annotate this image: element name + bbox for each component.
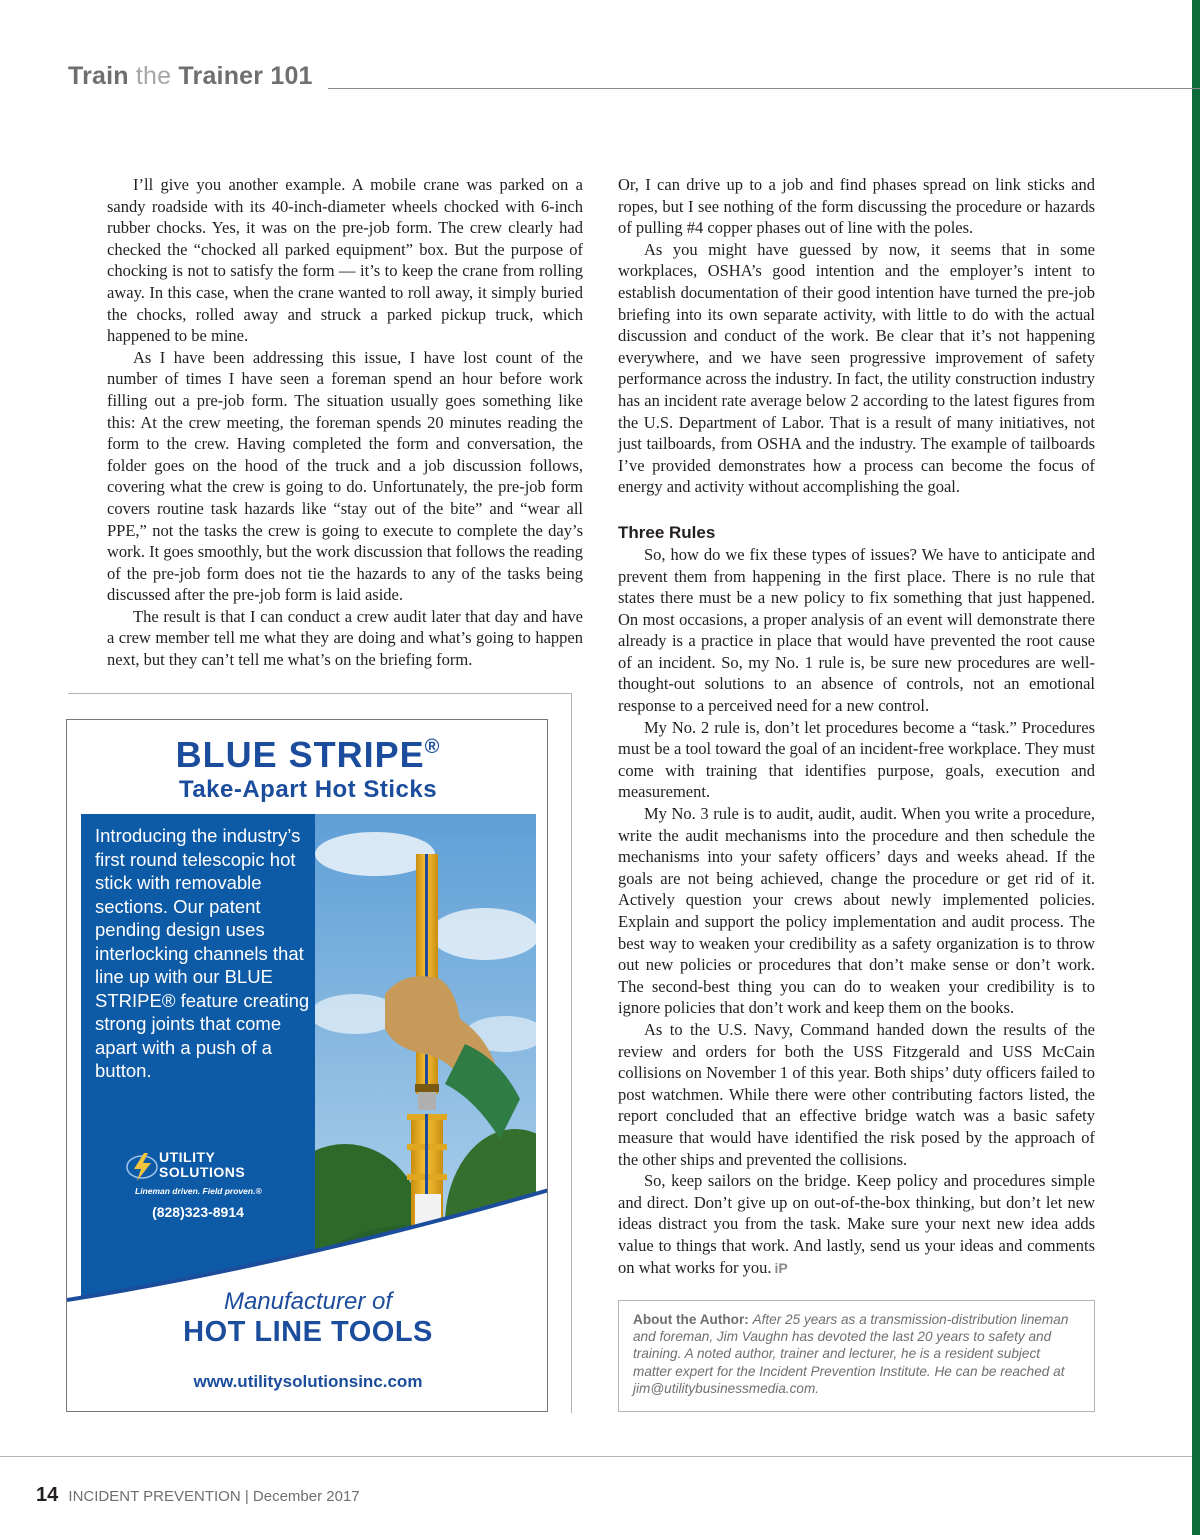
paragraph bbox=[618, 1170, 1095, 1279]
end-mark: iP bbox=[774, 1259, 788, 1276]
section-title: Train the Trainer 101 bbox=[68, 62, 313, 90]
advertisement[interactable] bbox=[66, 719, 548, 1412]
ad-tools-headline: HOT LINE TOOLS bbox=[183, 1316, 433, 1348]
paragraph: As to the U.S. Navy, Command handed down the results of the review and orders for both the USS Fitzgerald and USS McCain collisions on November 1 of this year. Both ships’ duty officers failed to post watchmen. While there were other contributing factors listed, the report concluded that an effective bridge watch was a basic safety measure that would have identified the risk posed by the approach of the other ships and prevented the collisions. bbox=[618, 1019, 1095, 1169]
author-bio: After 25 years as a transmission-distribution lineman and foreman, Jim Vaughn has devoted the last 20 years to safety and training. A noted author, trainer and lecturer, he is a resident subject matter expert for the Incident Prevention Institute. He can be reached at jim@utilitybusinessmedia.com. bbox=[633, 1312, 1069, 1396]
footer-rule bbox=[0, 1456, 1192, 1457]
logo-wordmark: UTILITY SOLUTIONS bbox=[159, 1149, 246, 1180]
paragraph: As I have been addressing this issue, I have lost count of the number of times I have seen a foreman spend an hour before work filling out a pre-job form. The situation usually goes something like this: At the crew meeting, the foreman spends 20 minutes reading the form to the crew. Having completed the form and conversation, the folder goes on the hood of the truck and a job discussion follows, covering what the crew is going to do. Unfortunately, the pre-job form covers routine task hazards like “stay out of the bite” and “wear all PPE,” not the tasks the crew is going to execute to complete the day’s work. It goes smoothly, but the work discussion that follows the reading of the pre-job form does not tie the hazards to any of the tasks being discussed after the pre-job form is laid aside. bbox=[107, 347, 583, 605]
paragraph: Or, I can drive up to a job and find phases spread on link sticks and ropes, but I see nothing of the form discussing the procedure or hazards of pulling #4 copper phases out of line with the poles. bbox=[618, 175, 1095, 238]
page-number: 14 bbox=[36, 1484, 59, 1506]
section-header bbox=[68, 62, 1200, 92]
article-left-column bbox=[107, 174, 583, 671]
final-paragraph-text: So, keep sailors on the bridge. Keep policy and procedures simple and direct. Don’t give up on out-of-the-box thinking, but don’t let new ideas distract you from the task. Make sure your next new idea adds value to things that work. And lastly, send us your ideas and comments on what works for you. bbox=[618, 1171, 1095, 1277]
author-label: About the Author: bbox=[633, 1312, 749, 1327]
ad-body-text: Introducing the industry’s first round telescopic hot stick with removable sections. Our patent pending design uses interlocking channels that line up with our BLUE STRIPE® feature creating strong joints that come apart with a push of a button. bbox=[95, 825, 310, 1081]
paragraph: As you might have guessed by now, it seems that in some workplaces, OSHA’s good intention and the employer’s intent to establish documentation of their good intention have turned the pre-job briefing into its own separate activity, with little to do with the actual discussion and conduct of the work. Be clear that it’s not happening everywhere, and we have seen progressive improvement of safety performance across the industry. In fact, the utility construction industry has an incident rate average below 2 according to the latest figures from the U.S. Department of Labor. That is a result of many initiatives, not just tailboards, from OSHA and the industry. The example of tailboards I’ve provided demonstrates how a process can become the focus of energy and activity without accomplishing the goal. bbox=[618, 239, 1095, 497]
subheading: Three Rules bbox=[618, 522, 716, 542]
publication-info: INCIDENT PREVENTION | December 2017 bbox=[68, 1488, 360, 1505]
ad-phone: (828)323-8914 bbox=[152, 1204, 244, 1220]
ad-frame-rule bbox=[68, 693, 571, 694]
page-footer bbox=[36, 1484, 360, 1507]
paragraph: My No. 3 rule is to audit, audit, audit. When you write a procedure, write the audit mechanisms into the procedure and then schedule the mechanisms into your safety officers’ days and weeks ahead. If the goals are not being achieved, change the procedure or get rid of it. Actively question your crews about newly implemented policies. Explain and support the policy implementation and audit process. The best way to weaken your credibility as a safety organization is to throw out new policies or procedures that don’t make sense or don’t work. The second-best thing you can do to weaken your credibility is to ignore policies that don’t work and keep them on the books. bbox=[618, 804, 1095, 1018]
page-edge-bar bbox=[1192, 0, 1200, 1535]
ad-frame-rule bbox=[571, 693, 572, 1413]
paragraph: So, how do we fix these types of issues? We have to anticipate and prevent them from happening in the first place. There is no rule that states there must be a new policy to fix something that just happened. On most occasions, a proper analysis of an event will demonstrate there already is a practice in place that would have prevented the root cause of an incident. So, my No. 1 rule is, be sure new procedures are well-thought-out solutions to an absence of controls, not an emotional response to a perceived need for a new control. bbox=[618, 544, 1095, 716]
ad-website-link[interactable]: www.utilitysolutionsinc.com bbox=[193, 1372, 423, 1391]
paragraph: I’ll give you another example. A mobile crane was parked on a sandy roadside with its 40-inch-diameter wheels chocked with 6-inch rubber chocks. Yes, it was on the pre-job form. The crew clearly had checked the “chocked all parked equipment” box. But the purpose of chocking is not to satisfy the form — it’s to keep the crane from rolling away. In this case, when the crane wanted to roll away, it simply buried the chocks, rolled away and struck a parked pickup truck, which happened to be mine. bbox=[107, 175, 583, 346]
ad-brand: BLUE STRIPE® bbox=[175, 734, 441, 775]
ad-manufacturer-line: Manufacturer of bbox=[223, 1288, 393, 1315]
logo-tagline: Lineman driven. Field proven.® bbox=[135, 1186, 262, 1196]
ad-subtitle: Take-Apart Hot Sticks bbox=[178, 776, 438, 803]
article-right-column bbox=[618, 174, 1095, 1279]
header-rule bbox=[328, 88, 1200, 89]
paragraph: The result is that I can conduct a crew audit later that day and have a crew member tell me what they are doing and what’s going to happen next, but they can’t tell me what’s on the briefing form. bbox=[107, 606, 583, 670]
paragraph: My No. 2 rule is, don’t let procedures become a “task.” Procedures must be a tool toward the goal of an incident-free workplace. They must come with training that identifies purpose, goals, execution and measurement. bbox=[618, 717, 1095, 802]
about-author-box bbox=[618, 1300, 1095, 1412]
